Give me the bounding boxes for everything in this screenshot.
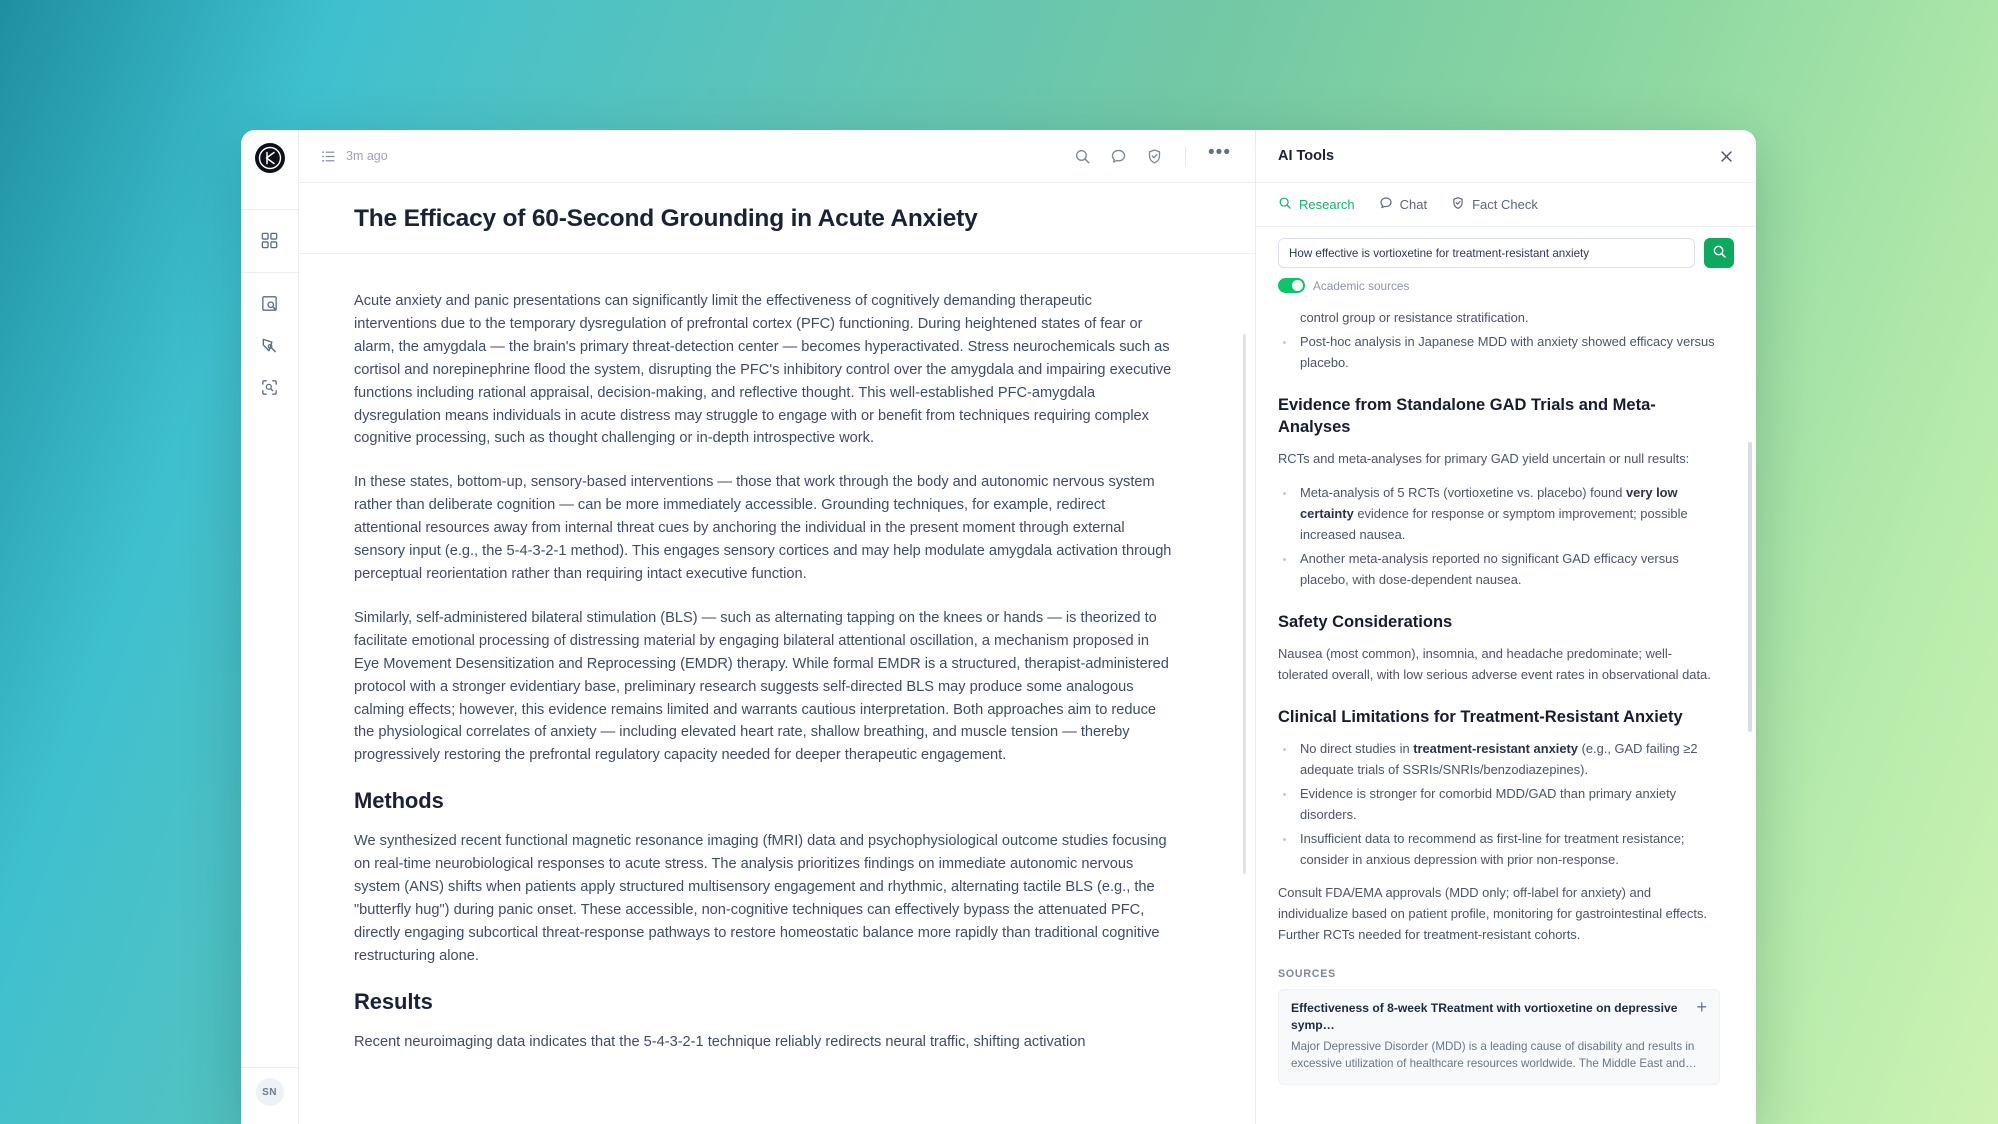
document-heading: Methods <box>354 788 444 814</box>
left-rail <box>241 130 299 1124</box>
research-paragraph: Consult FDA/EMA approvals (MDD only; off-label for anxiety) and individualize based on patient profile, monitoring for gastrointestinal effects. Further RCTs needed for treatment-resistant cohorts. <box>1278 885 1707 943</box>
ai-panel-header <box>1256 130 1756 183</box>
document-column <box>299 130 1256 1124</box>
document-paragraph: In these states, bottom-up, sensory-based interventions — those that work through the body and autonomic nervous system rather than deliberate cognition — can be more immediately accessible. Grounding techniques, for example, redirect attentional resources away from internal threat cues by anchoring the individual in the present moment through external sensory input (e.g., the 5-4-3-2-1 method). This engages sensory cortices and may help modulate amygdala activation through perceptual reorientation rather than requiring intact executive function. <box>354 474 1172 582</box>
ai-search-area <box>1256 227 1756 302</box>
academic-sources-row <box>1278 278 1734 293</box>
scan-search-icon <box>260 378 279 397</box>
research-bullet-list <box>1278 739 1720 870</box>
toggle-knob <box>1292 280 1303 291</box>
avatar[interactable]: SN <box>256 1078 284 1106</box>
document-titlebar <box>299 183 1255 254</box>
topbar-actions <box>1074 142 1231 166</box>
tab-chat-label: Chat <box>1399 197 1428 212</box>
tab-research-label: Research <box>1299 197 1355 212</box>
text-run: Insufficient data to recommend as first-line for treatment resistance; consider in anxious depression with prior non-response. <box>1300 830 1685 867</box>
list-item <box>1278 739 1720 781</box>
research-bullet-list <box>1278 332 1720 374</box>
document-scroll-area[interactable] <box>299 254 1255 1124</box>
sidebar-item-annotate[interactable] <box>250 325 290 365</box>
document-timestamp: 3m ago <box>346 149 388 163</box>
tab-research[interactable] <box>1278 196 1355 213</box>
document-body <box>354 290 1174 1054</box>
emphasis-text: very low certainty <box>1300 485 1678 522</box>
run-search-button[interactable] <box>1704 238 1734 268</box>
ai-results-scrollbar[interactable] <box>1748 442 1752 732</box>
document-scrollbar[interactable] <box>1243 334 1246 874</box>
rail-divider-1 <box>241 272 298 273</box>
list-item <box>1278 332 1720 374</box>
source-title: Effectiveness of 8-week TReatment with vortioxetine on depressive symp… <box>1291 1001 1678 1032</box>
search-row <box>1278 238 1734 268</box>
document-paragraph: Similarly, self-administered bilateral stimulation (BLS) — such as alternating tapping on the knees or hands — is theorized to facilitate emotional processing of distressing material by engaging bilateral attentional oscillation, a mechanism proposed in Eye Movement Desensitization and Reprocessing (EMDR) therapy. While formal EMDR is a structured, therapist-administered protocol with a stronger evidentiary base, preliminary research suggests self-directed BLS may produce some analogous calming effects; however, this evidence remains limited and warrants cautious interpretation. Both approaches aim to reduce the physiological correlates of anxiety — including elevated heart rate, shallow breathing, and muscle tension — thereby progressively restoring the prefrontal regulatory capacity needed for deeper therapeutic engagement. <box>354 609 1169 764</box>
document-search-icon <box>260 294 279 313</box>
comment-bubble-icon[interactable] <box>1110 148 1127 165</box>
add-source-button[interactable]: + <box>1696 997 1707 1018</box>
search-icon <box>1712 244 1727 262</box>
document-topbar <box>299 130 1255 183</box>
ai-results-scroll-area[interactable] <box>1256 302 1756 1124</box>
sidebar-item-dashboard[interactable] <box>250 220 290 260</box>
grid-dashboard-icon <box>260 231 279 250</box>
document-heading: Results <box>354 988 433 1014</box>
app-window <box>241 130 1756 1124</box>
ai-tools-panel <box>1256 130 1756 1124</box>
document-paragraph: Recent neuroimaging data indicates that the 5-4-3-2-1 technique reliably redirects neural traffic, shifting activation <box>354 1033 1086 1050</box>
sidebar-item-scan[interactable] <box>250 367 290 407</box>
tab-chat[interactable] <box>1379 196 1427 213</box>
shield-check-icon[interactable] <box>1146 148 1163 165</box>
source-snippet: Major Depressive Disorder (MDD) is a leading cause of disability and results in excessive utilization of healthcare resources worldwide. The Middle East and… <box>1291 1039 1697 1071</box>
sidebar-item-documents[interactable] <box>250 283 290 323</box>
list-item <box>1278 483 1720 546</box>
research-paragraph: RCTs and meta-analyses for primary GAD yield uncertain or null results: <box>1278 451 1690 467</box>
close-icon[interactable] <box>1719 149 1734 164</box>
topbar-left-group <box>321 149 388 164</box>
research-bullet-list <box>1278 483 1720 591</box>
page-title: The Efficacy of 60-Second Grounding in Acute Anxiety <box>354 205 978 232</box>
ai-panel-tabs <box>1256 183 1756 227</box>
source-card-header <box>1291 997 1707 1033</box>
text-run: Meta-analysis of 5 RCTs (vortioxetine vs. placebo) found <box>1300 485 1626 501</box>
source-card[interactable] <box>1278 989 1720 1084</box>
list-item <box>1278 549 1720 591</box>
text-run: Evidence is stronger for comorbid MDD/GAD than primary anxiety disorders. <box>1300 785 1677 822</box>
text-run: Post-hoc analysis in Japanese MDD with anxiety showed efficacy versus placebo. <box>1300 333 1715 370</box>
tab-fact-check-label: Fact Check <box>1472 197 1538 212</box>
research-heading: Evidence from Standalone GAD Trials and Meta-Analyses <box>1278 395 1656 436</box>
outline-list-icon[interactable] <box>321 149 336 164</box>
text-run: evidence for response or symptom improvement; possible increased nausea. <box>1300 506 1688 542</box>
academic-sources-toggle[interactable] <box>1278 278 1305 293</box>
rail-divider-top <box>241 209 298 210</box>
rail-divider-bottom <box>241 1067 298 1068</box>
emphasis-text: treatment-resistant anxiety <box>1413 741 1578 757</box>
research-heading: Clinical Limitations for Treatment-Resistant Anxiety <box>1278 707 1683 726</box>
ai-panel-title: AI Tools <box>1278 148 1335 164</box>
research-heading: Safety Considerations <box>1278 612 1453 631</box>
document-paragraph: We synthesized recent functional magnetic resonance imaging (fMRI) data and psychophysiological outcome studies focusing on real-time neurobiological responses to acute stress. The analysis prioritizes findings on immediate autonomic nervous system (ANS) shifts when patients apply structured multisensory engagement and rhythmic, alternating tactile BLS (e.g., the "butterfly hug") during panic onset. These accessible, non-cognitive techniques can effectively bypass the attenuated PFC, directly engaging subcortical threat-response pathways to restore homeostatic balance more rapidly than traditional cognitive restructuring alone. <box>354 833 1167 964</box>
shield-check-icon <box>1451 196 1465 213</box>
search-input[interactable] <box>1278 238 1695 268</box>
list-item <box>1278 829 1720 871</box>
ai-results-content <box>1278 302 1734 1085</box>
research-paragraph: Nausea (most common), insomnia, and headache predominate; well-tolerated overall, with low serious adverse event rates in observational data. <box>1278 645 1711 682</box>
academic-sources-label: Academic sources <box>1313 278 1410 293</box>
list-item <box>1278 784 1720 826</box>
more-options-icon[interactable]: ••• <box>1208 142 1231 163</box>
document-paragraph: Acute anxiety and panic presentations can significantly limit the effectiveness of cognitively demanding therapeutic interventions due to the temporary dysregulation of prefrontal cortex (PFC) functioning. During heightened states of fear or alarm, the amygdala — the brain's primary threat-detection center — becomes hyperactivated. Stress neurochemicals such as cortisol and norepinephrine flood the system, disrupting the PFC's inhibitory control over the amygdala and impairing executive functions including rational appraisal, decision-making, and reflective thought. This well-established PFC-amygdala dysregulation means individuals in acute distress may struggle to engage with or benefit from techniques requiring complex cognitive processing, such as thought challenging or in-depth introspective work. <box>354 293 1172 447</box>
comment-bubble-icon <box>1379 196 1393 213</box>
topbar-divider <box>1185 147 1186 166</box>
research-partial-line: control group or resistance stratification. <box>1300 310 1529 325</box>
app-logo[interactable] <box>255 143 285 173</box>
sources-label: SOURCES <box>1278 968 1336 981</box>
text-run: No direct studies in <box>1300 741 1414 757</box>
text-run: Another meta-analysis reported no significant GAD efficacy versus placebo, with dose-dependent nausea. <box>1300 550 1679 587</box>
search-icon[interactable] <box>1074 148 1091 165</box>
tab-fact-check[interactable] <box>1451 196 1538 213</box>
pen-tag-icon <box>260 336 279 355</box>
text-run: (e.g., GAD failing ≥2 adequate trials of SSRIs/SNRIs/benzodiazepines). <box>1300 741 1698 777</box>
search-icon <box>1278 196 1292 213</box>
